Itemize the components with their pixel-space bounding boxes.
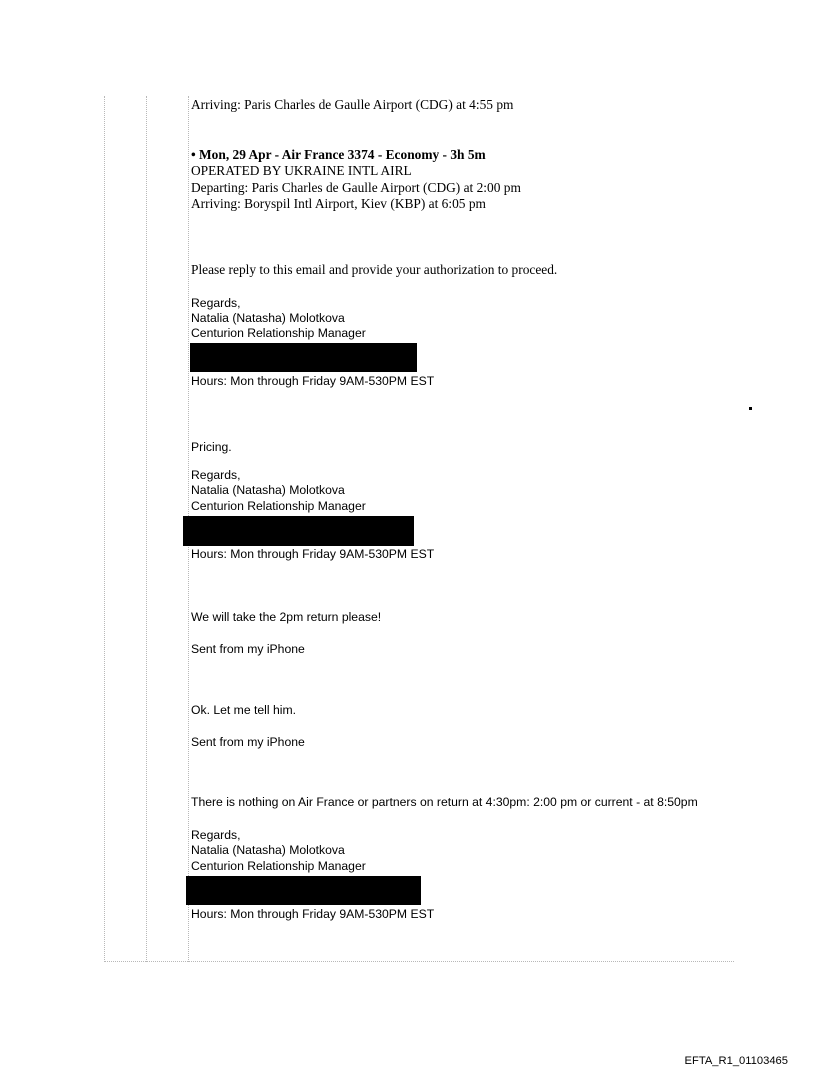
sent-from-iphone: Sent from my iPhone — [191, 735, 305, 749]
document-id: EFTA_R1_01103465 — [684, 1055, 788, 1067]
arriving-cdg-line: Arriving: Paris Charles de Gaulle Airport (CDG) at 4:55 pm — [191, 97, 514, 112]
authorization-request: Please reply to this email and provide your authorization to proceed. — [191, 262, 558, 277]
departing-line: Departing: Paris Charles de Gaulle Airport (CDG) at 2:00 pm — [191, 180, 521, 195]
signature-hours: Hours: Mon through Friday 9AM-530PM EST — [191, 374, 435, 388]
signature-regards: Regards, — [191, 296, 241, 310]
redaction-box — [186, 876, 421, 905]
nothing-available-message: There is nothing on Air France or partners on return at 4:30pm: 2:00 pm or current - at 8:50pm — [191, 795, 698, 809]
redaction-box — [190, 343, 417, 372]
operated-by-line: OPERATED BY UKRAINE INTL AIRL — [191, 163, 412, 178]
table-border-left — [104, 96, 105, 962]
signature-name: Natalia (Natasha) Molotkova — [191, 843, 345, 857]
signature-regards: Regards, — [191, 468, 241, 482]
table-border-bottom — [104, 961, 734, 962]
signature-title: Centurion Relationship Manager — [191, 859, 366, 873]
flight-segment-heading: • Mon, 29 Apr - Air France 3374 - Economy - 3h 5m — [191, 147, 486, 162]
sent-from-iphone: Sent from my iPhone — [191, 642, 305, 656]
table-border-inner — [146, 96, 147, 962]
arriving-kbp-line: Arriving: Boryspil Intl Airport, Kiev (KBP) at 6:05 pm — [191, 196, 486, 211]
signature-hours: Hours: Mon through Friday 9AM-530PM EST — [191, 547, 435, 561]
stray-mark — [749, 407, 752, 410]
signature-name: Natalia (Natasha) Molotkova — [191, 483, 345, 497]
signature-hours: Hours: Mon through Friday 9AM-530PM EST — [191, 907, 435, 921]
tell-him-message: Ok. Let me tell him. — [191, 703, 296, 717]
redaction-box — [183, 516, 414, 546]
signature-title: Centurion Relationship Manager — [191, 326, 366, 340]
signature-regards: Regards, — [191, 828, 241, 842]
take-return-message: We will take the 2pm return please! — [191, 610, 382, 624]
pricing-message: Pricing. — [191, 440, 232, 454]
signature-title: Centurion Relationship Manager — [191, 499, 366, 513]
signature-name: Natalia (Natasha) Molotkova — [191, 311, 345, 325]
